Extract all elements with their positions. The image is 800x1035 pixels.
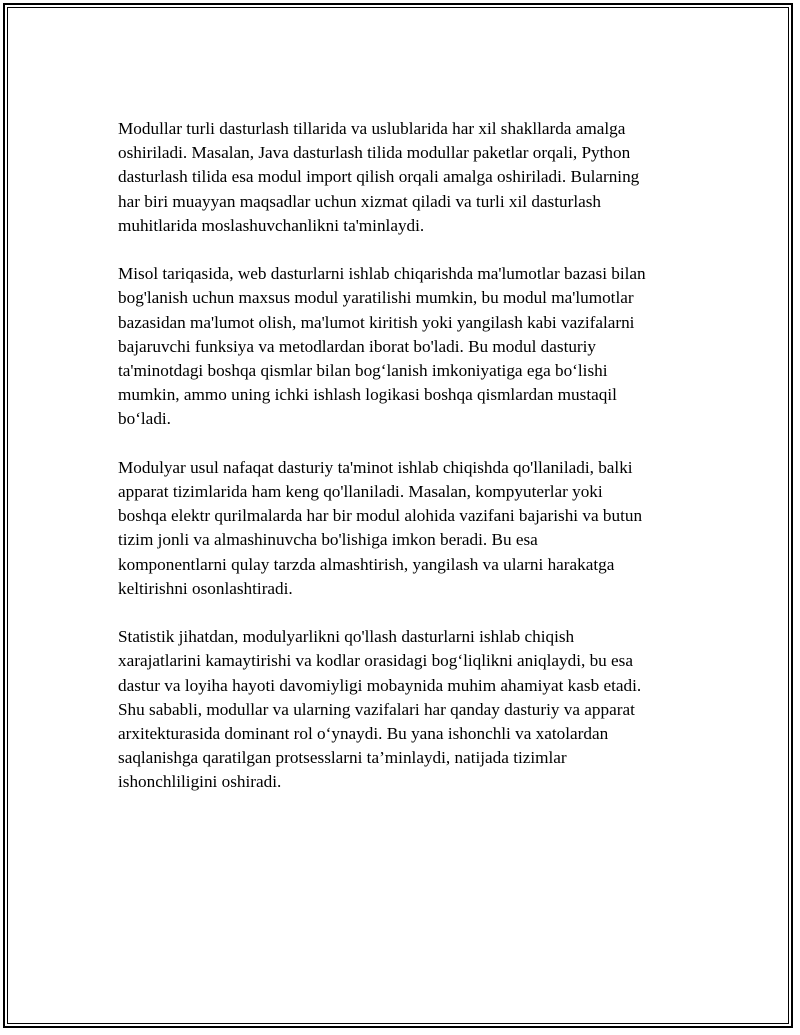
- paragraph-line: ta'minotdagi boshqa qismlar bilan bog‘lanish imkoniyatiga ega bo‘lishi: [118, 361, 608, 381]
- paragraph-line: bajaruvchi funksiya va metodlardan iborat bo'ladi. Bu modul dasturiy: [118, 336, 597, 356]
- paragraph-line: Statistik jihatdan, modulyarlikni qo'llash dasturlarni ishlab chiqish: [118, 627, 575, 647]
- paragraph-line: mumkin, ammo uning ichki ishlash logikasi boshqa qismlardan mustaqil: [118, 385, 617, 405]
- paragraph-line: Misol tariqasida, web dasturlarni ishlab chiqarishda ma'lumotlar bazasi bilan: [118, 264, 646, 284]
- paragraph-line: bazasidan ma'lumot olish, ma'lumot kiritish yoki yangilash kabi vazifalarni: [118, 312, 635, 332]
- paragraph-line: oshiriladi. Masalan, Java dasturlash tilida modullar paketlar orqali, Python: [118, 143, 631, 163]
- paragraph-line: keltirishni osonlashtiradi.: [118, 578, 293, 598]
- paragraph-line: ishonchliligini oshiradi.: [118, 772, 282, 792]
- paragraph-line: dasturlash tilida esa modul import qilish orqali amalga oshiriladi. Bularning: [118, 167, 640, 187]
- paragraph-3: [118, 456, 698, 601]
- paragraph-line: Modulyar usul nafaqat dasturiy ta'minot ishlab chiqishda qo'llaniladi, balki: [118, 457, 633, 477]
- document-body: [118, 117, 698, 819]
- paragraph-line: Modullar turli dasturlash tillarida va uslublarida har xil shakllarda amalga: [118, 119, 626, 138]
- paragraph-2: [118, 262, 698, 431]
- paragraph-line: arxitekturasida dominant rol o‘ynaydi. Bu yana ishonchli va xatolardan: [118, 724, 609, 744]
- paragraph-line: komponentlarni qulay tarzda almashtirish, yangilash va ularni harakatga: [118, 554, 615, 574]
- paragraph-line: muhitlarida moslashuvchanlikni ta'minlaydi.: [118, 215, 425, 235]
- paragraph-line: apparat tizimlarida ham keng qo'llaniladi. Masalan, kompyuterlar yoki: [118, 482, 603, 502]
- paragraph-4: [118, 625, 698, 794]
- paragraph-line: boshqa elektr qurilmalarda har bir modul alohida vazifani bajarishi va butun: [118, 506, 643, 526]
- paragraph-line: Shu sababli, modullar va ularning vazifalari har qanday dasturiy va apparat: [118, 699, 635, 719]
- paragraph-line: xarajatlarini kamaytirishi va kodlar orasidagi bog‘liqlikni aniqlaydi, bu esa: [118, 651, 634, 671]
- paragraph-line: har biri muayyan maqsadlar uchun xizmat qiladi va turli xil dasturlash: [118, 191, 602, 211]
- paragraph-line: tizim jonli va almashinuvcha bo'lishiga imkon beradi. Bu esa: [118, 530, 538, 550]
- paragraph-line: saqlanishga qaratilgan protsesslarni ta’minlaydi, natijada tizimlar: [118, 748, 567, 768]
- paragraph-1: [118, 117, 698, 238]
- paragraph-line: dastur va loyiha hayoti davomiyligi mobaynida muhim ahamiyat kasb etadi.: [118, 675, 642, 695]
- paragraph-line: bog'lanish uchun maxsus modul yaratilishi mumkin, bu modul ma'lumotlar: [118, 288, 634, 308]
- paragraph-line: bo‘ladi.: [118, 409, 171, 429]
